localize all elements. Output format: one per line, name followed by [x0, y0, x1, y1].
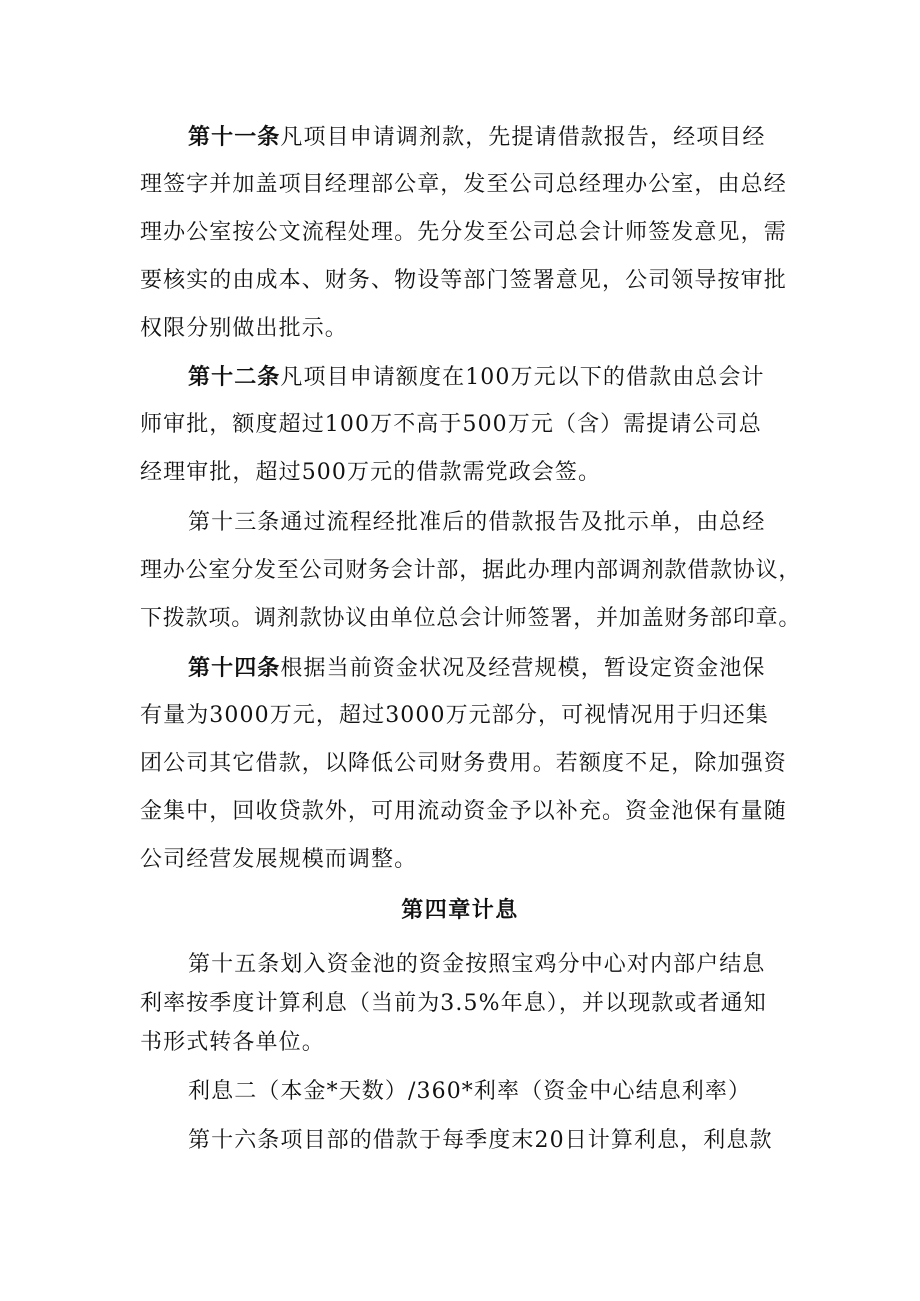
article-11-heading: 第十一条: [188, 124, 281, 150]
article-11-line-1: [188, 123, 766, 152]
article-14-line-3: 团公司其它借款，以降低公司财务费用。若额度不足，除加强资: [140, 751, 787, 776]
article-12-line-2: 师审批，额度超过100万不高于500万元（含）需提请公司总: [140, 412, 762, 437]
article-11-line-4: 要核实的由成本、财务、物设等部门签署意见，公司领导按审批: [140, 268, 787, 293]
article-12-line-1: [188, 363, 765, 392]
article-14-line-4: 金集中，回收贷款外，可用流动资金予以补充。资金池保有量随: [140, 799, 787, 824]
article-13-line-1: 第十三条通过流程经批准后的借款报告及批示单，由总经: [188, 510, 766, 535]
article-15-line-3: 书形式转各单位。: [140, 1030, 325, 1055]
article-12-text: 凡项目申请额度在100万元以下的借款由总会计: [280, 365, 765, 390]
article-14-line-2: 有量为3000万元，超过3000万元部分，可视情况用于归还集: [140, 703, 769, 728]
article-16-line-1: 第十六条项目部的借款于每季度末20日计算利息，利息款: [188, 1128, 773, 1153]
article-11-line-5: 权限分别做出批示。: [140, 316, 348, 341]
article-14-text: 根据当前资金状况及经营规模，暂设定资金池保: [280, 656, 766, 681]
article-13-line-2: 理办公室分发至公司财务会计部，据此办理内部调剂款借款协议，: [140, 558, 802, 583]
article-12-line-3: 经理审批，超过500万元的借款需党政会签。: [140, 460, 602, 485]
article-15-line-2: 利率按季度计算利息（当前为3.5%年息），并以现款或者通知: [140, 991, 767, 1016]
article-14-heading: 第十四条: [188, 655, 281, 681]
article-11-line-3: 理办公室按公文流程处理。先分发至公司总会计师签发意见，需: [140, 220, 787, 245]
article-11-line-2: 理签字并加盖项目经理部公章，发至公司总经理办公室，由总经: [140, 172, 787, 197]
article-14-line-5: 公司经营发展规模而调整。: [140, 847, 418, 872]
interest-formula: 利息二（本金*天数）/360*利率（资金中心结息利率）: [188, 1079, 752, 1104]
article-12-heading: 第十二条: [188, 364, 281, 390]
article-15-line-1: 第十五条划入资金池的资金按照宝鸡分中心对内部户结息: [188, 952, 766, 977]
article-13-line-3: 下拨款项。调剂款协议由单位总会计师签署，并加盖财务部印章。: [140, 606, 802, 631]
chapter-4-title: 第四章计息: [401, 897, 519, 923]
article-11-text: 凡项目申请调剂款，先提请借款报告，经项目经: [280, 125, 766, 150]
article-14-line-1: [188, 654, 766, 683]
